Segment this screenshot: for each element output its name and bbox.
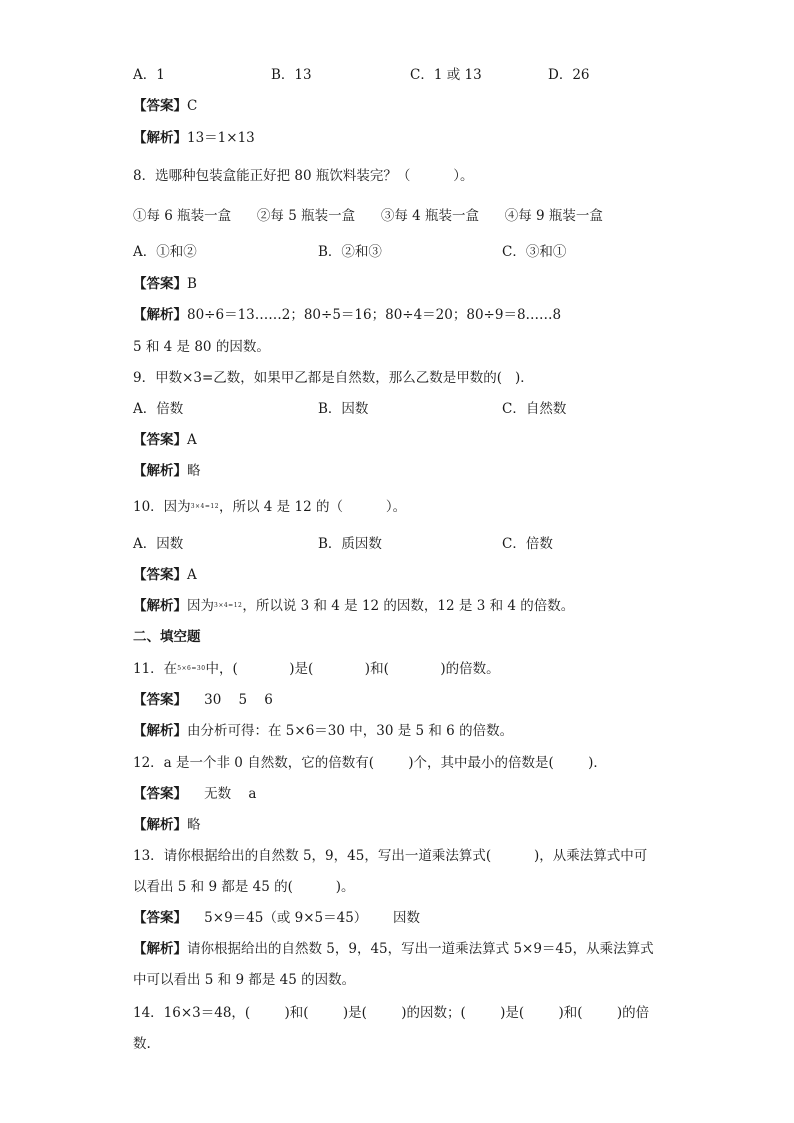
q11-analysis: 【解析】由分析可得：在 5×6＝30 中，30 是 5 和 6 的倍数。 — [133, 723, 514, 739]
q9-analysis: 【解析】略 — [133, 463, 201, 479]
q7-option-c: C．1 或 13 — [410, 67, 482, 83]
q10-formula: 3×4=12 — [190, 503, 220, 510]
q10-analysis: 【解析】因为$^{3\times 4=12}$，所以说 3 和 4 是 12 的因数，12 是 3 和 4 的倍数。 — [133, 598, 575, 614]
q7-option-d: D．26 — [548, 67, 590, 83]
q11-stem: 11．在$^{5\times 6=30}$中，( )是( )和( )的倍数。 — [133, 661, 500, 677]
q14-stem-2: 数. — [133, 1036, 151, 1052]
q10-option-b: B．质因数 — [318, 536, 382, 552]
q8-answer: 【答案】B — [133, 276, 197, 292]
q9-option-a: A．倍数 — [133, 401, 184, 417]
q8-analysis: 【解析】80÷6＝13……2；80÷5＝16；80÷4＝20；80÷9＝8……8 — [133, 307, 562, 323]
q7-option-a: A．1 — [133, 67, 165, 83]
q8-option-c: C．③和① — [502, 244, 567, 260]
q13-stem: 13．请你根据给出的自然数 5，9，45，写出一道乘法算式( )，从乘法算式中可 — [133, 848, 648, 864]
q10-analysis-formula: 3×4=12 — [214, 602, 243, 609]
q8-stem: 8．选哪种包装盒能正好把 80 瓶饮料装完？（ ）。 — [133, 168, 474, 184]
q8-choices: ①每 6 瓶装一盒 ②每 5 瓶装一盒 ③每 4 瓶装一盒 ④每 9 瓶装一盒 — [133, 208, 603, 224]
q13-analysis-2: 中可以看出 5 和 9 都是 45 的因数。 — [133, 972, 356, 988]
section-title: 二、填空题 — [133, 629, 201, 645]
q9-stem: 9．甲数×3=乙数，如果甲乙都是自然数，那么乙数是甲数的( )． — [133, 370, 534, 386]
q9-option-c: C．自然数 — [502, 401, 567, 417]
q7-option-b: B．13 — [271, 67, 312, 83]
q8-option-b: B．②和③ — [318, 244, 382, 260]
q7-analysis: 【解析】13＝1×13 — [133, 130, 255, 146]
q11-answer: 【答案】 30 5 6 — [133, 692, 273, 708]
q14-stem: 14．16×3＝48，( )和( )是( )的因数；( )是( )和( )的倍 — [133, 1005, 650, 1021]
q10-option-a: A．因数 — [133, 536, 184, 552]
q12-stem: 12．a 是一个非 0 自然数，它的倍数有( )个，其中最小的倍数是( )． — [133, 755, 607, 771]
q13-analysis: 【解析】请你根据给出的自然数 5，9，45，写出一道乘法算式 5×9＝45，从乘法算式 — [133, 941, 654, 957]
q8-option-a: A．①和② — [133, 244, 197, 260]
q10-stem: 10．因为$^{3\times 4=12}$，所以 4 是 12 的（ ）。 — [133, 499, 407, 515]
q9-option-b: B．因数 — [318, 401, 369, 417]
q7-answer: 【答案】C — [133, 98, 198, 114]
q10-option-c: C．倍数 — [502, 536, 553, 552]
q10-answer: 【答案】A — [133, 567, 197, 583]
q11-formula: 5×6=30 — [177, 665, 206, 672]
q12-analysis: 【解析】略 — [133, 817, 201, 833]
q13-answer: 【答案】 5×9＝45（或 9×5＝45） 因数 — [133, 910, 421, 926]
q9-answer: 【答案】A — [133, 432, 197, 448]
q13-stem-2: 以看出 5 和 9 都是 45 的( )。 — [133, 879, 355, 895]
q12-answer: 【答案】 无数 a — [133, 786, 257, 802]
q8-analysis-2: 5 和 4 是 80 的因数。 — [133, 339, 270, 355]
